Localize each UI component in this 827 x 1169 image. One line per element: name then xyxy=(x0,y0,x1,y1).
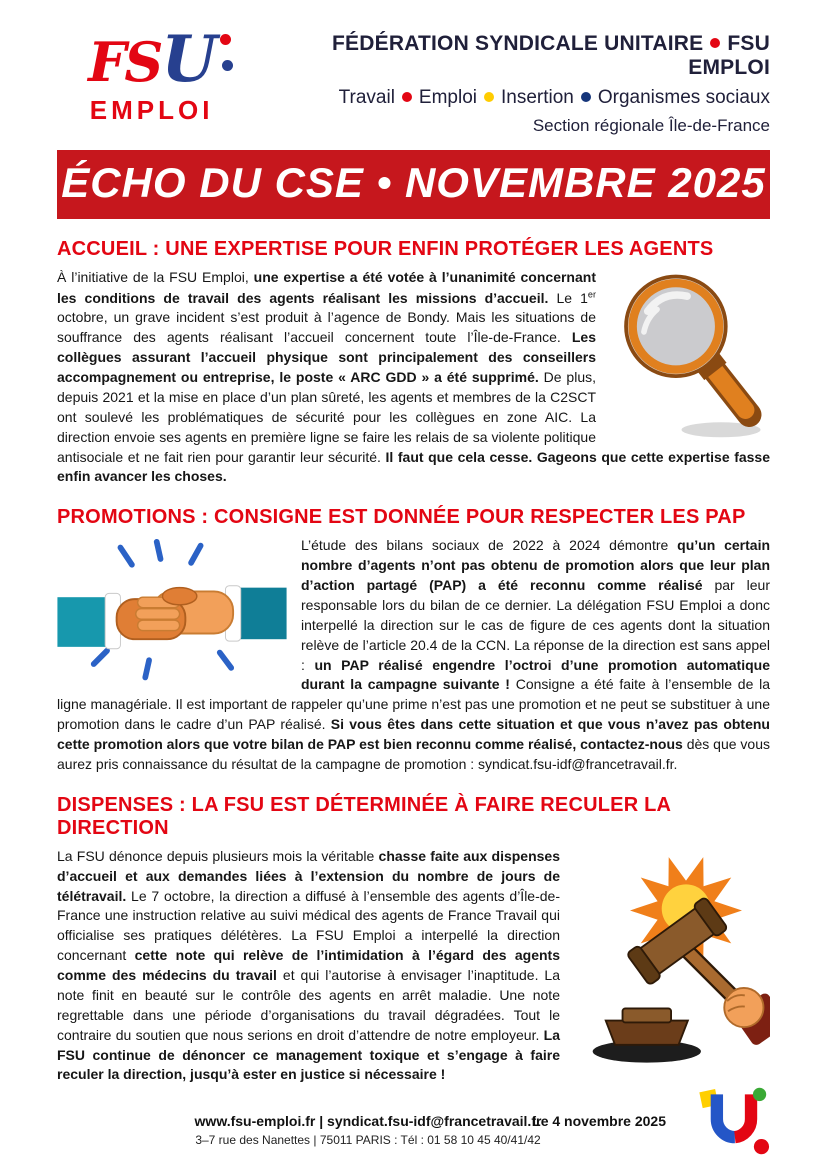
section-dispenses-text: La FSU dénonce depuis plusieurs mois la véritable chasse faite aux dispenses d’accueil et aux demandes liées à l’extension du nombre de jours de télétravail. Le 7 octobre, la direction a diffusé à l’ensemble des agents d’Île-de-France une instruction relative au suivi médical des agents de France Travail qui officialise ses pratiques délétères. La FSU Emploi a interpellé la direction concernant cette note qui relève de l’intimidation à l’égard des agents comme des médecins du travail et qui l’autorise à envisager l’inaptitude. La note finit en beauté sur le contrôle des agents en arrêt maladie. Une note regrettable dans une période d’organisations du travail dégradées. Tout le contraire du soutien que nous serions en droit d’attendre de notre employeur. La FSU continue de dénoncer ce management toxique et s’engage à faire reculer la direction, jusqu’à ester en justice si nécessaire ! xyxy=(57,847,560,1083)
magnifier-icon xyxy=(610,268,770,442)
fsu-u-mark-icon xyxy=(696,1083,770,1159)
org-title-line xyxy=(246,32,770,80)
gavel-illustration xyxy=(574,847,770,1071)
footer xyxy=(57,1079,770,1163)
region-line: Section régionale Île-de-France xyxy=(532,116,770,135)
yellow-dot-icon xyxy=(484,92,494,102)
fsu-logo-u: U xyxy=(161,22,216,97)
org-suffix: FSU EMPLOI xyxy=(688,32,770,79)
fsu-logo-fs: FS xyxy=(88,30,162,94)
separator-dot-icon xyxy=(710,38,720,48)
domain-travail: Travail xyxy=(338,87,395,108)
footer-website-email: www.fsu-emploi.fr | syndicat.fsu-idf@francetravail.fr xyxy=(194,1113,542,1129)
section-promotions-body xyxy=(57,536,770,775)
domains-line xyxy=(246,87,770,109)
gavel-icon xyxy=(574,847,770,1071)
section-promotions-text: L’étude des bilans sociaux de 2022 à 2024 démontre qu’un certain nombre d’agents n’ont pas obtenu de promotion alors que leur plan d’action partagé (PAP) a été reconnu comme réalisé par leur responsable lors du bilan de ce dernier. La délégation FSU Emploi a donc interpellé la direction sur le cas de figure de ces agents dont la situation relève de l’article 20.4 de la CCN. La réponse de la direction est sans appel : un PAP réalisé engendre l’octroi d’une promotion automatique durant la campagne suivante ! Consigne a été faite à l’ensemble de la ligne managériale. Il est important de rappeler qu’une prime n’est pas une promotion et ne peut se substituer à une promotion dans le cadre d’un PAP réalisé. Si vous êtes dans cette situation et que vous n’avez pas obtenu cette promotion alors que votre bilan de PAP est bien reconnu comme réalisé, contactez-nous dès que vous aurez pris connaissance du résultat de la campagne de promotion : syndicat.fsu-idf@francetravail.fr. xyxy=(57,537,771,772)
section-dispenses-heading: DISPENSES : LA FSU EST DÉTERMINÉE À FAIRE RECULER LA DIRECTION xyxy=(57,793,671,839)
header xyxy=(57,24,770,136)
handshake-illustration xyxy=(57,538,287,686)
red-dot-icon xyxy=(402,92,412,102)
section-accueil-body xyxy=(57,268,770,487)
org-title: FÉDÉRATION SYNDICALE UNITAIRE xyxy=(332,32,704,55)
magnifier-illustration xyxy=(610,268,770,442)
navy-dot-icon xyxy=(581,92,591,102)
domain-insertion: Insertion xyxy=(501,87,574,108)
section-accueil-text: À l’initiative de la FSU Emploi, une expertise a été votée à l’unanimité concernant les conditions de travail des agents réalisant les missions d’accueil. Le 1er octobre, un grave incident s’est produit à l’agence de Bondy. Mais les situations de souffrance des agents réalisant l’accueil concernent toute l’Île-de-France. Les collègues assurant l’accueil physique sont principalement des conseillers accompagnement ou entreprise, le poste « ARC GDD » a été supprimé. De plus, depuis 2021 et la mise en place d’un plan sûreté, les agents et membres de la C2SCT ont soulevé les problématiques de sécurité pour les collègues en zone AIC. La direction envoie ses agents en première ligne se faire les relais de sa violente politique antisociale et ne fait rien pour garantir leur sécurité. Il faut que cela cesse. Gageons que cette expertise fasse enfin avancer les choses. xyxy=(57,269,770,485)
footer-logo xyxy=(696,1083,770,1161)
domain-organismes: Organismes sociaux xyxy=(597,87,770,108)
footer-address-phone: 3–7 rue des Nanettes | 75011 PARIS : Tél : 01 58 10 45 40/41/42 xyxy=(195,1133,541,1147)
domain-emploi: Emploi xyxy=(418,87,477,108)
fsu-logo xyxy=(57,24,246,126)
handshake-icon xyxy=(57,538,287,686)
section-dispenses-body xyxy=(57,847,770,1086)
section-accueil-heading: ACCUEIL : UNE EXPERTISE POUR ENFIN PROTÉGER LES AGENTS xyxy=(57,238,714,260)
logo-red-dot-icon xyxy=(220,34,231,45)
fsu-logo-label: EMPLOI xyxy=(89,95,214,126)
fsu-logo-acronym xyxy=(88,22,216,97)
header-text xyxy=(246,24,770,136)
banner-title: ÉCHO DU CSE • NOVEMBRE 2025 xyxy=(57,150,770,219)
section-promotions-heading: PROMOTIONS : CONSIGNE EST DONNÉE POUR RESPECTER LES PAP xyxy=(57,506,746,529)
logo-blue-dot-icon xyxy=(222,60,233,71)
footer-date: Le 4 novembre 2025 xyxy=(532,1113,666,1129)
